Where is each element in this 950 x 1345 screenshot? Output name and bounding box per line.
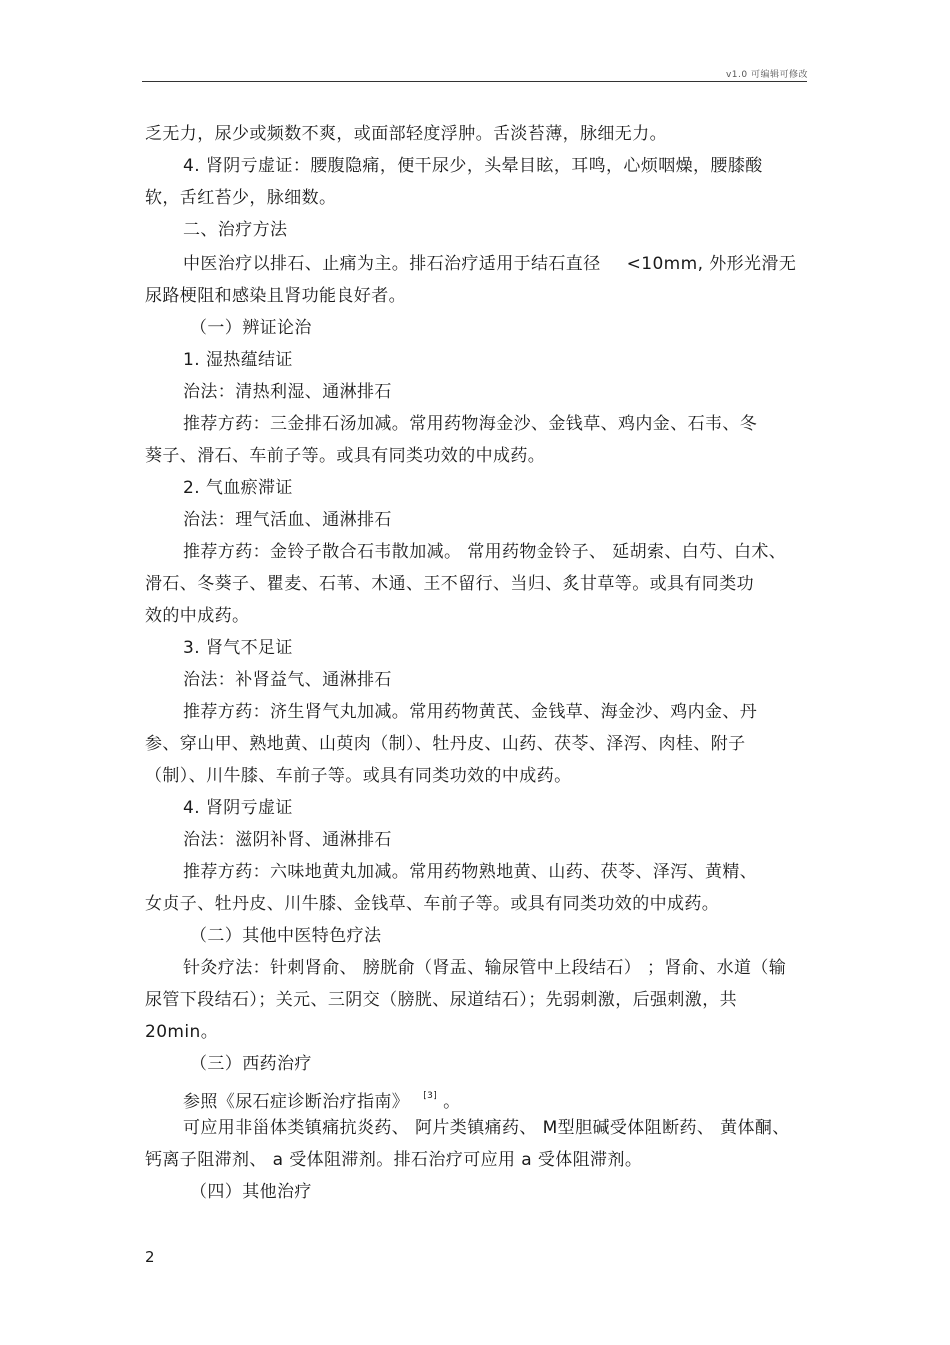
header-rule	[142, 81, 807, 82]
text-line: 推荐方药：六味地黄丸加减。常用药物熟地黄、山药、茯苓、泽泻、黄精、	[183, 862, 758, 882]
text-line: 治法：理气活血、通淋排石	[183, 510, 392, 530]
item-heading: 3. 肾气不足证	[183, 638, 293, 658]
text-line: 20min。	[145, 1022, 219, 1042]
header-version-text: v1.0 可编辑可修改	[725, 70, 808, 80]
citation-reference: [3]	[423, 1091, 438, 1101]
text-line: 推荐方药：金铃子散合石韦散加减。 常用药物金铃子、 延胡索、白芍、白术、	[183, 542, 787, 562]
page-number: 2	[145, 1248, 155, 1266]
subsection-heading: （一）辨证论治	[190, 318, 312, 338]
text-fragment: 参照《尿石症诊断治疗指南》	[183, 1092, 410, 1112]
text-line: 钙离子阻滞剂、 a 受体阻滞剂。排石治疗可应用 a 受体阻滞剂。	[145, 1150, 643, 1170]
text-line: 效的中成药。	[145, 606, 250, 626]
text-line: 参、穿山甲、熟地黄、山萸肉（制）、牡丹皮、山药、茯苓、泽泻、肉桂、附子	[145, 734, 746, 754]
text-fragment: 中医治疗以排石、止痛为主。排石治疗适用于结石直径	[183, 254, 601, 274]
text-line: 推荐方药：三金排石汤加减。常用药物海金沙、金钱草、鸡内金、石韦、冬	[183, 414, 758, 434]
subsection-heading: （二）其他中医特色疗法	[190, 926, 382, 946]
text-line: 治法：滋阴补肾、通淋排石	[183, 830, 392, 850]
item-heading: 1. 湿热蕴结证	[183, 350, 293, 370]
text-line: 乏无力，尿少或频数不爽，或面部轻度浮肿。舌淡苔薄，脉细无力。	[145, 124, 667, 144]
text-line	[183, 1083, 461, 1112]
item-heading: 4. 肾阴亏虚证	[183, 798, 293, 818]
text-line: 治法：清热利湿、通淋排石	[183, 382, 392, 402]
text-line: 尿路梗阻和感染且肾功能良好者。	[145, 286, 406, 306]
subsection-heading: （四）其他治疗	[190, 1182, 312, 1202]
text-fragment: 。	[443, 1092, 461, 1112]
text-line: 推荐方药：济生肾气丸加减。常用药物黄芪、金钱草、海金沙、鸡内金、丹	[183, 702, 758, 722]
text-line: 治法：补肾益气、通淋排石	[183, 670, 392, 690]
text-line: （制）、川牛膝、车前子等。或具有同类功效的中成药。	[145, 766, 572, 786]
text-line: 针灸疗法：针刺肾俞、 膀胱俞（肾盂、输尿管中上段结石） ；肾俞、水道（输	[183, 958, 787, 978]
text-fragment: <10mm, 外形光滑无	[626, 254, 797, 274]
section-heading: 二、治疗方法	[183, 220, 288, 240]
text-line: 葵子、滑石、车前子等。或具有同类功效的中成药。	[145, 446, 546, 466]
text-line: 4. 肾阴亏虚证：腰腹隐痛，便干尿少，头晕目眩，耳鸣，心烦咽燥，腰膝酸	[183, 156, 763, 176]
item-heading: 2. 气血瘀滞证	[183, 478, 293, 498]
text-line: 滑石、冬葵子、瞿麦、石苇、木通、王不留行、当归、炙甘草等。或具有同类功	[145, 574, 754, 594]
text-line: 软，舌红苔少，脉细数。	[145, 188, 337, 208]
subsection-heading: （三）西药治疗	[190, 1054, 312, 1074]
text-line	[183, 251, 796, 277]
text-line: 可应用非甾体类镇痛抗炎药、 阿片类镇痛药、 M型胆碱受体阻断药、 黄体酮、	[183, 1118, 790, 1138]
text-line: 尿管下段结石）；关元、三阴交（膀胱、尿道结石）；先弱刺激，后强刺激，共	[145, 990, 737, 1010]
text-line: 女贞子、牡丹皮、川牛膝、金钱草、车前子等。或具有同类功效的中成药。	[145, 894, 720, 914]
